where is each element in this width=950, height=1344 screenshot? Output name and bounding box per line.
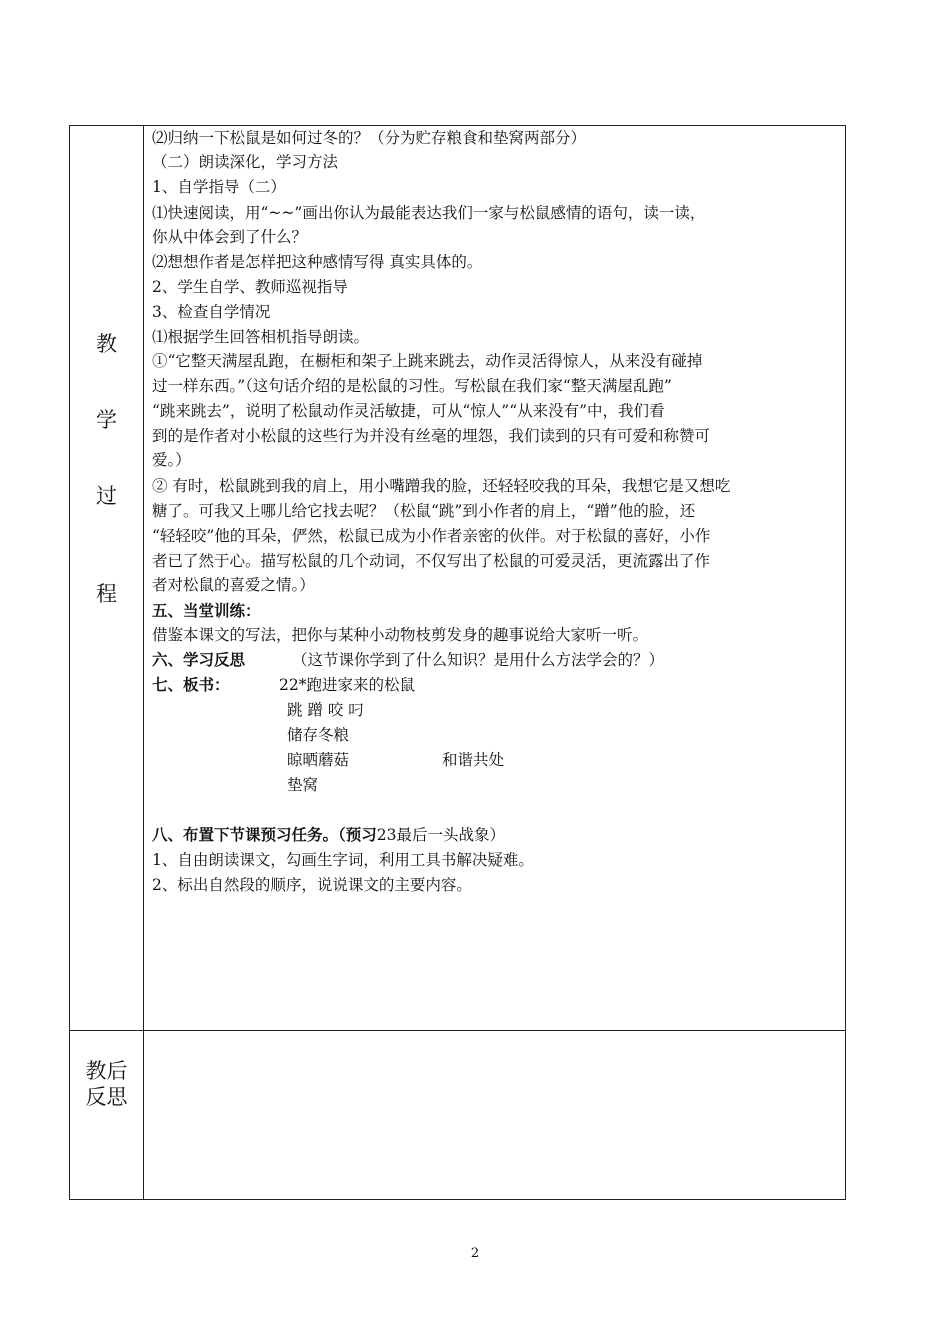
board-line-1: 跳 蹭 咬 叼 [287, 701, 364, 719]
section7-heading: 七、板书： [152, 676, 230, 694]
content-line: 到的是作者对小松鼠的这些行为并没有丝毫的埋怨，我们读到的只有可爱和称赞可 [152, 427, 711, 445]
content-line: 爱。） [152, 451, 191, 469]
label-char-4: 程 [96, 582, 117, 606]
reflection-label [70, 1058, 143, 1110]
content-line: 1、自学指导（二） [152, 178, 286, 196]
section5-text: 借鉴本课文的写法，把你与某种小动物枝剪发身的趣事说给大家听一听。 [152, 626, 649, 644]
content-line: ⑵归纳一下松鼠是如何过冬的？（分为贮存粮食和垫窝两部分） [152, 129, 587, 147]
board-line-3: 晾晒蘑菇 [287, 751, 350, 769]
board-line-4: 垫窝 [287, 776, 319, 794]
content-line: （二）朗读深化，学习方法 [152, 153, 339, 171]
reflection-line-1: 教后 [85, 1059, 128, 1083]
lesson-table [69, 125, 846, 1200]
label-char-1: 教 [96, 332, 117, 356]
section8-heading-tail: 最后一头战象） [396, 826, 506, 844]
label-char-2: 学 [96, 408, 117, 432]
content-line: 2、学生自学、教师巡视指导 [152, 278, 348, 296]
section6-heading: 六、学习反思 [152, 651, 246, 669]
section8-heading [152, 823, 505, 847]
section8-heading-main: 八、布置下节课预习任务。（预习 [152, 826, 377, 844]
content-line: 3、检查自学情况 [152, 303, 271, 321]
board-title: 22*跑进家来的松鼠 [279, 676, 415, 694]
content-line: “跳来跳去”，说明了松鼠动作灵活敏捷，可从“惊人”“从来没有”中，我们看 [152, 402, 665, 420]
content-line: “轻轻咬”他的耳朵，俨然，松鼠已成为小作者亲密的伙伴。对于松鼠的喜好，小作 [152, 527, 711, 545]
content-line: ⑴快速阅读，用“~~”画出你认为最能表达我们一家与松鼠感情的语句，读一读， [152, 204, 706, 222]
section8-task-2: 2、标出自然段的顺序，说说课文的主要内容。 [152, 876, 472, 894]
section8-heading-number: 23 [376, 826, 397, 844]
row-divider [70, 1030, 845, 1031]
section5-heading: 五、当堂训练： [152, 602, 261, 620]
content-line: 你从中体会到了什么？ [152, 228, 308, 246]
content-line: ⑵想想作者是怎样把这种感情写得 真实具体的。 [152, 253, 483, 271]
board-summary: 和谐共处 [442, 751, 505, 769]
content-line: ⑴根据学生回答相机指导朗读。 [152, 328, 370, 346]
reflection-line-2: 反思 [85, 1085, 128, 1109]
section8-task-1: 1、自由朗读课文，勾画生字词，利用工具书解决疑难。 [152, 851, 534, 869]
content-line: ② 有时，松鼠跳到我的肩上，用小嘴蹭我的脸，还轻轻咬我的耳朵，我想它是又想吃 [152, 477, 731, 495]
label-char-3: 过 [96, 484, 117, 508]
board-line-2: 储存冬粮 [287, 726, 350, 744]
column-divider [143, 126, 144, 1199]
page-number: 2 [470, 1246, 480, 1261]
content-line: 糖了。可我又上哪儿给它找去呢？（松鼠“跳”到小作者的肩上，“蹭”他的脸，还 [152, 502, 696, 520]
content-line: 者已了然于心。描写松鼠的几个动词，不仅写出了松鼠的可爱灵活，更流露出了作 [152, 552, 711, 570]
content-line: 者对松鼠的喜爱之情。） [152, 576, 315, 594]
content-line: 过一样东西。”（这句话介绍的是松鼠的习性。写松鼠在我们家“整天满屋乱跑” [152, 377, 672, 395]
section6-text: （这节课你学到了什么知识？是用什么方法学会的？） [292, 651, 665, 669]
content-line: ①“它整天满屋乱跑，在橱柜和架子上跳来跳去，动作灵活得惊人，从来没有碰掉 [152, 352, 703, 370]
